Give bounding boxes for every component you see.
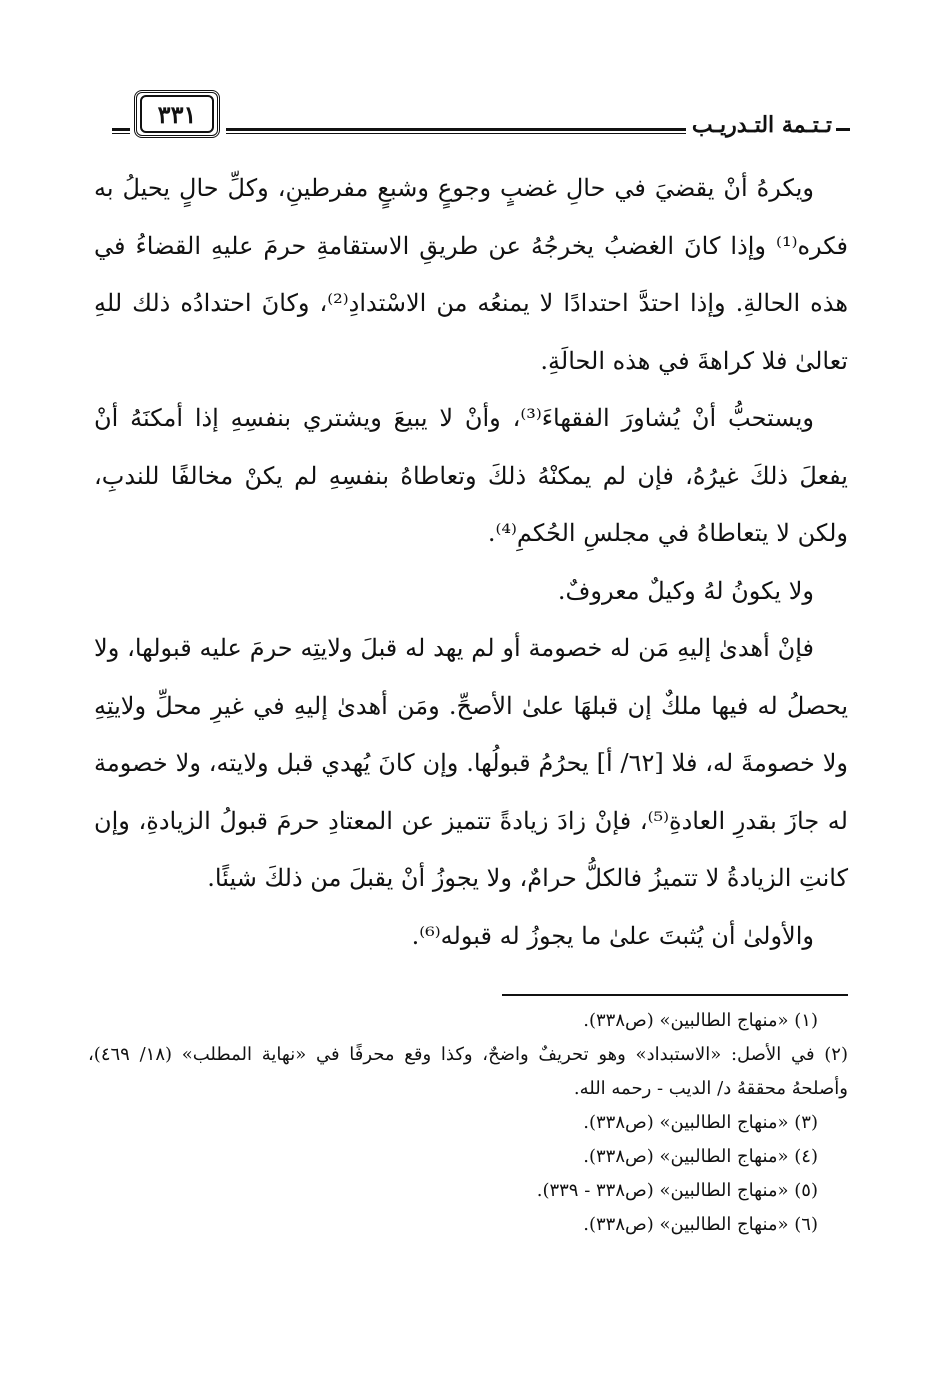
footnote: (٥) «منهاج الطالبين» (ص٣٣٨ - ٣٣٩). — [536, 1180, 818, 1201]
page-number-frame — [134, 90, 220, 138]
paragraph: ويكرهُ أنْ يقضيَ في حالِ غضبٍ وجوعٍ وشبعٍ مفرطينِ، وكلِّ حالٍ يحيلُ به فكره⁽¹⁾ وإذا كانَ الغضبُ يخرجُهُ عن طريقِ الاستقامةِ حرمَ عليهِ القضاءُ في هذه الحالةِ. وإذا احتدَّ احتدادًا لا يمنعُه من الاسْتدادِ⁽²⁾، وكانَ احتدادُه ذلك للهِ تعالىٰ فلا كراهةَ في هذه الحالَةِ. — [94, 174, 849, 375]
footnote: (٤) «منهاج الطالبين» (ص٣٣٨). — [583, 1146, 818, 1167]
paragraph: ويستحبُّ أنْ يُشاورَ الفقهاءَ⁽³⁾، وأنْ لا يبيعَ ويشتري بنفسِهِ إذا أمكنَهُ أنْ يفعلَ ذلكَ غيرُهُ، فإن لم يمكنْهُ ذلكَ وتعاطاهُ بنفسِهِ لم يكنْ مخالفًا للندبِ، ولكن لا يتعاطاهُ في مجلسِ الحُكمِ⁽⁴⁾. — [94, 404, 848, 547]
header-rule-middle-thin — [226, 133, 686, 134]
footnote: (١) «منهاج الطالبين» (ص٣٣٨). — [583, 1010, 818, 1031]
paragraph: ولا يكونُ لهُ وكيلٌ معروفٌ. — [557, 576, 814, 605]
footnote: (٣) «منهاج الطالبين» (ص٣٣٨). — [583, 1112, 818, 1133]
header-rule-right — [836, 128, 850, 131]
page-header — [112, 90, 850, 148]
header-rule-middle — [226, 128, 686, 131]
header-rule-left-thin — [112, 133, 130, 134]
page-number: ٣٣١ — [140, 95, 214, 133]
footnotes — [88, 1004, 848, 1242]
header-rule-left — [112, 128, 130, 131]
running-title: تـتـمة التـدريـب — [691, 112, 832, 138]
main-text — [94, 160, 848, 965]
paragraph: فإنْ أهدىٰ إليهِ مَن له خصومة أو لم يهد له قبلَ ولايتِه حرمَ عليه قبولها، ولا يحصلُ له فيها ملكٌ إن قبلهَا علىٰ الأصحِّ. ومَن أهدىٰ إليهِ في غيرِ محلِّ ولايتِهِ ولا خصومةَ له، فلا [٦٢/ أ] يحرُمُ قبولُها. وإن كانَ يُهدي قبل ولايته، ولا خصومة له جازَ بقدرِ العادةِ⁽⁵⁾، فإنْ زادَ زيادةً تتميز عن المعتادِ حرمَ قبولُ الزيادةِ، وإن كانتِ الزيادةُ لا تتميزُ فالكلُّ حرامٌ، ولا يجوزُ أنْ يقبلَ من ذلكَ شيئًا. — [94, 634, 848, 892]
footnote: (٦) «منهاج الطالبين» (ص٣٣٨). — [583, 1214, 818, 1235]
footnote-separator — [502, 994, 848, 996]
footnote: (٢) في الأصل: «الاستبداد» وهو تحريفٌ واضحٌ، وكذا وقع محرفًا في «نهاية المطلب» (١٨/ ٤٦٩)، وأصلحهُ محققهُ د/ الديب - رحمه الله. — [88, 1044, 848, 1099]
paragraph: والأولىٰ أن يُثبتَ علىٰ ما يجوزُ له قبوله⁽⁶⁾. — [411, 921, 814, 950]
